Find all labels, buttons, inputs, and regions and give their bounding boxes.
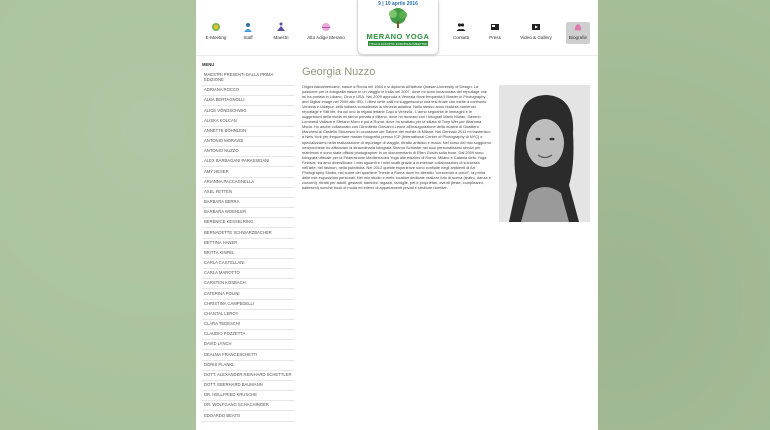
biography-text: Origini italoamericane, nasce a Roma nel 1984 e si diploma all'Istituto Quasar-University of Design. La passione per la fotografia nasce in un viaggio in India nel 2007, dove mi sono innamorata del reportage che mi ha portata in Libano, Cina e USA. Nel 2009 approda a Venezia dove frequenta il Master in Photography and Digital Image nel 2009 allo IED. I rilievi delle calli mi suggeriscono una tesi finale che mette a confronto Venezia e Udaipur, città indiana considerata la Venezia asiatica. Nello stesso anno realizza numerosi reportage e Still life, fra cui uno la regata lettarie Capi a Venezia . L'anno seguente le immagini e le suggestioni della moda mi fanno portata a Milano, dove ho lavorato con i fotografi Mario Niutan, Saverio Lombardi Vallauri e Stefano Moro e poi a Roma, dove ho scattato per la sfilata di Tony Wer per Altaroma Moda. Ho anche collaborato con l'Architetto Giovanni Leone all'inaugurazione della mostra di Gualtiero Marchesi al Castello Sforzesco in occasione del Salone del mobile di Milano. Nel Gennaio 2011 mi trasferisco a New York per frequentare master fotografici presso ICP (International Center of Photography di NYC) e specializzarmi nella realizzazione di reportage di viaggio, ritratto artistico e moda. Nel corso del mio soggiorno newyorchese ho affiancato la straordinaria fotografa Sharon Schuster nei suoi personalissimi servizi per matrimoni e sono stata official photographer in un documentario di Ellen Goslin sulla boxe. Dal 2009 sono fotografa ufficiale per la Federazione Mediterranea Yoga alle edizioni di Roma, Milano e Catania dello Yoga Festival, tra amo diversificare i miei sguardi e i miei scatti grazie a numerose collaborazioni di successo nell'arte, nel fashion, nella pubblicità. Nel 2012 queste esperienze sono confluite negli ambienti di Art Photography Studio, nel cuore del quartiere Trieste a Roma dove ho allestito "crescendo a colori", la prima delle mie esposizioni personali. Nel mio studio e mete location dedicate realizzo foto di scena (teatro, danza e concerti), ritratti per adulti, gestanti, bambini, ragazzi, famiglie, pet e proprietari, eventi (feste, compleanni, battesimi) nonché book di moda ed interni di appartamenti privati e strutture ricettive.: [302, 84, 492, 190]
portrait-photo: [499, 85, 590, 222]
sidebar-item[interactable]: MAESTRI PRESENTI DALLA PRIMA EDIZIONE: [202, 71, 294, 86]
nav-biografie[interactable]: [566, 22, 590, 44]
people-icon: [243, 22, 253, 32]
sidebar-item[interactable]: CATERINA POLINI: [202, 289, 294, 299]
sidebar-item[interactable]: ALEX BARBAGANI PARASSIDANI: [202, 157, 294, 167]
sidebar-item[interactable]: DOTT. EBERHARD BAUMANN: [202, 381, 294, 391]
nav-label: Contatti: [453, 35, 469, 40]
sidebar-item[interactable]: ALISKA KOLCAN: [202, 116, 294, 126]
logo-name-left: MERANO: [366, 32, 403, 41]
logo-name: [358, 32, 438, 41]
sidebar-item[interactable]: ANTONIO MORAVDI: [202, 137, 294, 147]
sidebar-list: [202, 71, 294, 422]
nav-label: Staff: [243, 35, 253, 40]
sidebar-item[interactable]: BETTINA HANER: [202, 239, 294, 249]
sidebar-item[interactable]: EDOARDO BEATO: [202, 411, 294, 421]
sidebar-item[interactable]: DORIS PLANKL: [202, 361, 294, 371]
sidebar-item[interactable]: ADRIANA ROCCO: [202, 86, 294, 96]
sidebar-item[interactable]: AXEL FETTEN: [202, 188, 294, 198]
sidebar-item[interactable]: DEALMA FRANCESCHETTI: [202, 350, 294, 360]
sidebar-heading: MENU: [202, 62, 215, 67]
sidebar-item[interactable]: BARBARA WOEHLER: [202, 208, 294, 218]
main-content: [302, 66, 592, 190]
sidebar-item[interactable]: ANNETTE BÖHNLEIN: [202, 127, 294, 137]
sidebar-item[interactable]: CARSTEN KOSBACH: [202, 279, 294, 289]
sidebar-item[interactable]: CARLA CASTELLANI: [202, 259, 294, 269]
logo-name-right: YOGA: [405, 32, 430, 41]
sidebar-item[interactable]: CLARA TEDESCHI: [202, 320, 294, 330]
merano-yoga-logo[interactable]: [357, 0, 439, 55]
sidebar-item[interactable]: BERNADETTE SCHWARZBACHER: [202, 228, 294, 238]
sidebar-menu: [202, 62, 294, 422]
sidebar-item[interactable]: DOTT. ALEXANDER REINHARD SCHETTLER: [202, 371, 294, 381]
contacts-icon: [456, 22, 466, 32]
sidebar-item[interactable]: DAVID LYNCH: [202, 340, 294, 350]
nav-label: E-Meeting: [205, 35, 227, 40]
sidebar-item[interactable]: CLAUDIO POZZETTA: [202, 330, 294, 340]
portrait-image: [499, 85, 590, 222]
sidebar-item[interactable]: DR. WOLFGANG SCHACHINGER: [202, 401, 294, 411]
nav-label: Alto Adige Merano: [307, 35, 345, 40]
nav-label: Biografie: [568, 35, 588, 40]
sidebar-item[interactable]: BRITTA KINPEL: [202, 249, 294, 259]
page-title: Georgia Nuzzo: [302, 66, 376, 78]
nav-label: Video & Gallery: [520, 35, 552, 40]
biography-icon: [573, 22, 583, 32]
sidebar-item[interactable]: DR. HELLFRIED KRUSCHE: [202, 391, 294, 401]
lotus-icon: [211, 22, 221, 32]
nav-alto-adige-merano[interactable]: [304, 22, 348, 44]
logo-tagline: YOGA & HOLISTIC EUROPEAN MEETING: [368, 41, 428, 46]
nav-label: Press: [489, 35, 501, 40]
sidebar-item[interactable]: BERENICE KESSELRING: [202, 218, 294, 228]
sunset-icon: [321, 22, 331, 32]
nav-video-gallery[interactable]: [514, 22, 558, 44]
video-icon: [531, 22, 541, 32]
tree-icon: [385, 7, 411, 29]
sidebar-item[interactable]: ARIANNA PACCAGNELLA: [202, 178, 294, 188]
sidebar-item[interactable]: ALICE VÖNDSCHWIG: [202, 106, 294, 116]
sidebar-item[interactable]: CARLA MAROTTO: [202, 269, 294, 279]
page-container: [196, 0, 598, 430]
press-icon: [490, 22, 500, 32]
nav-label: Maestri: [273, 35, 289, 40]
sidebar-item[interactable]: CHRISTINA CAMPEDELLI: [202, 300, 294, 310]
sidebar-item[interactable]: BARBARA BERRA: [202, 198, 294, 208]
meditation-icon: [276, 22, 286, 32]
sidebar-item[interactable]: ALBA BERTAGNOLLI: [202, 96, 294, 106]
sidebar-item[interactable]: AMY HESER: [202, 167, 294, 177]
sidebar-item[interactable]: ANTONIO NUZZO: [202, 147, 294, 157]
site-header: [196, 0, 598, 56]
event-date: 9 | 10 aprile 2016: [378, 1, 418, 7]
nav-maestri[interactable]: [261, 22, 301, 44]
sidebar-item[interactable]: CHANTAL LEROY: [202, 310, 294, 320]
nav-press[interactable]: [475, 22, 515, 44]
